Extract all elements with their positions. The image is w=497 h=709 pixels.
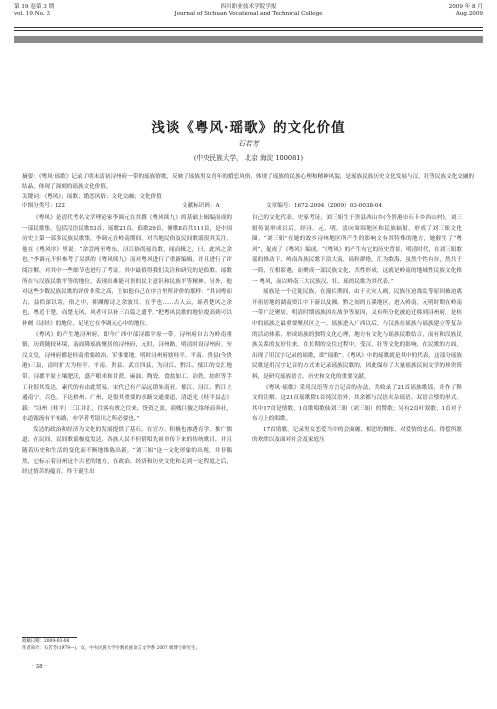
paragraph: 《粤风》的产生地浔州府，即今广西中部浔郡平原一带。浔州府自古为岭南重镇，历到随较环境，南面隆瑶族聚居的浔州府，元时，浔州路，明清时设浔州府。至汉文皇，浔州府都是桂南重要政治、军事要地。明时浔州府辖桂平、平南、贵县(今贵港)三县，清时扩大为桂平、平南、贵县、武宣四县，为浔江、黔江、郁江的交汇地带。浔郡平原土壤肥沃，盛产粮米和甘蔗、麻油、陶瓷、食盐加工、冶铁、纺织等手工业很其发达，素代的有由此贸易，宋代已有产品远销朱南亚。郁江、浔江、黔江上通南宁、百色，下达梧州、广州，是很其重要的水路交通要道，清道光《桂平县志》载：“浔州（桂平）三江并汇，往客有贾之往来，货资之盈，商贱巨舰之络绎而奔社，水道源流有平布路，亦学者考镜川之所必要也。” [22, 331, 232, 423]
date-cn: 2009 年 8 月 [448, 4, 483, 10]
paragraph: 发达的政治和经济为文化的发展提供了基石，在官方、积极也渗透育学。推广儒道；在民间，民间歌谣极度发达，各族人民不但借唱先祖章传下来的传统歌目，并且随着历史和生活的变化而不断地推陈出新。“刘三姐”这一文化形象的出现，并非偶然，它标示着浔州这个古老的地方，在政治、经济和历史文化和走到一定程度之后，经过情苦的蕴育，终于诞生出 [22, 426, 232, 476]
classification-line [22, 202, 475, 210]
journal-date [449, 4, 483, 18]
volume-en: vol. 19 No. 3 [14, 11, 51, 17]
paragraph: 瑶族是一个迁徙民族，在漫长期间，由于天灾人祸，民族压迫战乱等原因被迫离开祖居地的湖南资江中下游以及湘、黔之间的五溪地区，进入岭南，元明时期在岭南一带广泛聚居，明清时期瑶族因在战争等原因，又有所分化被迫迁移到浔州府，是桂中的瑶族之最重要聚居区之一。瑶族进入广西以后，与汉族在瑶族与瑶族建立等复杂的活动体系，形成瑶族的独特文化心理，地方有文化与瑶族民歌结合，而有和汉族民族关系的友好往来。在长期的交往过程中，受汉、壮等文化的影响，在民歌的方面，出现了用汉字记录的瑶歌，即“瑶歌”。《粤风》中的瑶歌就是其中的代表，这部分瑶族民歌是用汉字记音的方式来记录瑶族民歌的，因此保存了大量瑶族民间文学的珍贵资料，是研究瑶族语言、历史和文化的重要文献。 [252, 289, 462, 380]
body-column-left [22, 213, 232, 631]
paragraph: 《粤风》是清代考名文学理论家李调元在其撰《粤风续九》的基础上辑编而成的一部民歌集，包括汉语民歌53首，瑶歌21首，俍歌29首，僮歌8首共111首，是中国历史上第一部多民族民歌集。李调元在岭南期间，对当地民俗及民间歌谣很其关注，他在《粤风序》里说：“余尝两至粤东，浔江俗尚瑶岛歌，闻而辑之，曰，此风之余也。”李调元不但参考了吴淇的《粤风续九》而对粤风进行了重新编辑，并且进行了评阅注解，对其中一些细节也进行了考证。其中最值得我们关注和研究的是俍歌、瑶歌所在与汉族民歌平等的地位，表现出难能可贵的民主意识和民族平等精神。另外，他对这些少数民族民歌的评价非常之高，王如他自己在序言里所评价的那样：“其词粤而古，益恰深以寄，俗之中，抑渊醇诗之余波耳。在乎也……古人云，瑶者楚风之余也，粤近于楚，而楚无风，风者可以补三百篇之遗乎。”把粤风民歌的地位提高到可以补阙《诗经》的地位，足见它在李调元心中的地位。 [22, 215, 232, 327]
page-number: · 38 · [32, 664, 47, 670]
article-author: 石若芳 [238, 140, 259, 148]
author-bio: 作者简介：石若芳(1979—)，女，中央民族大学少数民族语言文学系 2007 级博士研究生。 [22, 645, 200, 651]
document-code: 文献标识码：A [182, 203, 220, 209]
article-id: 文章编号：1672-2094（2009）03-0038-04 [266, 203, 383, 209]
date-en: Aug.2009 [455, 11, 483, 17]
header-decorative-bar [14, 36, 483, 43]
journal-name [14, 4, 483, 18]
body-column-right [252, 213, 462, 446]
journal-name-en: Journal of Sichuan Vocational and Technical College [174, 11, 323, 17]
header-rule-thick [14, 30, 483, 31]
abstract: 摘要：《粤风·瑶歌》记录了明末清初浔州府一带的瑶族情歌，反映了瑶族男女青年的婚恋风俗，体现了瑶族的民族心理和精神风貌，是瑶族民族历史文化发展与汉、壮等民族文化交融的结晶，体现了深刻的瑶族文化价值。 [22, 174, 475, 190]
header-rule-thin [14, 27, 483, 28]
paragraph: 《粤风·瑶歌》采用汉语等方言记音的办法，共收录了21首瑶族歌谣，并作了释文的注解。这21首瑶歌除1首纯汉语外，其余都与汉语夹杂瑶语、双语合璧的形式。其中17首是情歌，1首歌唱歌仙刘三姐（刘三姐）的赞歌；另有2首叶叙歌；1首对子布刀上的唱歌。 [252, 384, 462, 423]
keywords: 关键词：《粤风》；瑶歌；婚恋风俗；文化交融；文化价值 [22, 194, 162, 200]
clc-number: 中图分类号：I22 [22, 203, 65, 209]
author-affiliation: (中央民族大学， 北京 海淀 100081) [193, 154, 304, 162]
paragraph: 17首情歌，记录男女恋爱当中的会面缠、相思的惆怅、对爱情的忠贞、得偿所愿的欢欣以及面对社会及家庭压 [252, 426, 462, 444]
running-header [14, 4, 483, 26]
journal-name-cn: 四川职业技术学院学报 [220, 4, 277, 10]
received-date: 收稿日期：2009-03-08 [22, 639, 70, 644]
volume-cn: 第 19 卷第 3 期 [14, 4, 55, 10]
footnote-rule [22, 637, 77, 638]
article-title: 浅谈《粤风·瑶歌》的文化价值 [151, 120, 346, 136]
footnotes [22, 639, 200, 652]
paragraph: 自己的文化代表。史家考证，刘三姐生于贵县西山乡(今贵港市石卡乡西山村)，刘三姐传说形成以后，经浔、元、明，清向周围地区和民族辐射，形成了刘三姐文化圈。“刘三姐”在她的故乡浔州地区所产生的影响文有其特殊的地方，她催生了“粤风”，促成了《粤风》编成。“《粤风》的产生有它的历史背景，明清时代，在刘三姐歌谣的推动下，岭南各族民歌下浪大南，瑶粒群艳，汇为歌海，虽然个性有存，然共于一简，互相影遇，而聚成一部民族文化，共性形成，这就是岭南的地域性民族文化格 一 粤风，而以岭南三大民族汉、壮、瑶的民歌为其代表。” [252, 215, 462, 285]
